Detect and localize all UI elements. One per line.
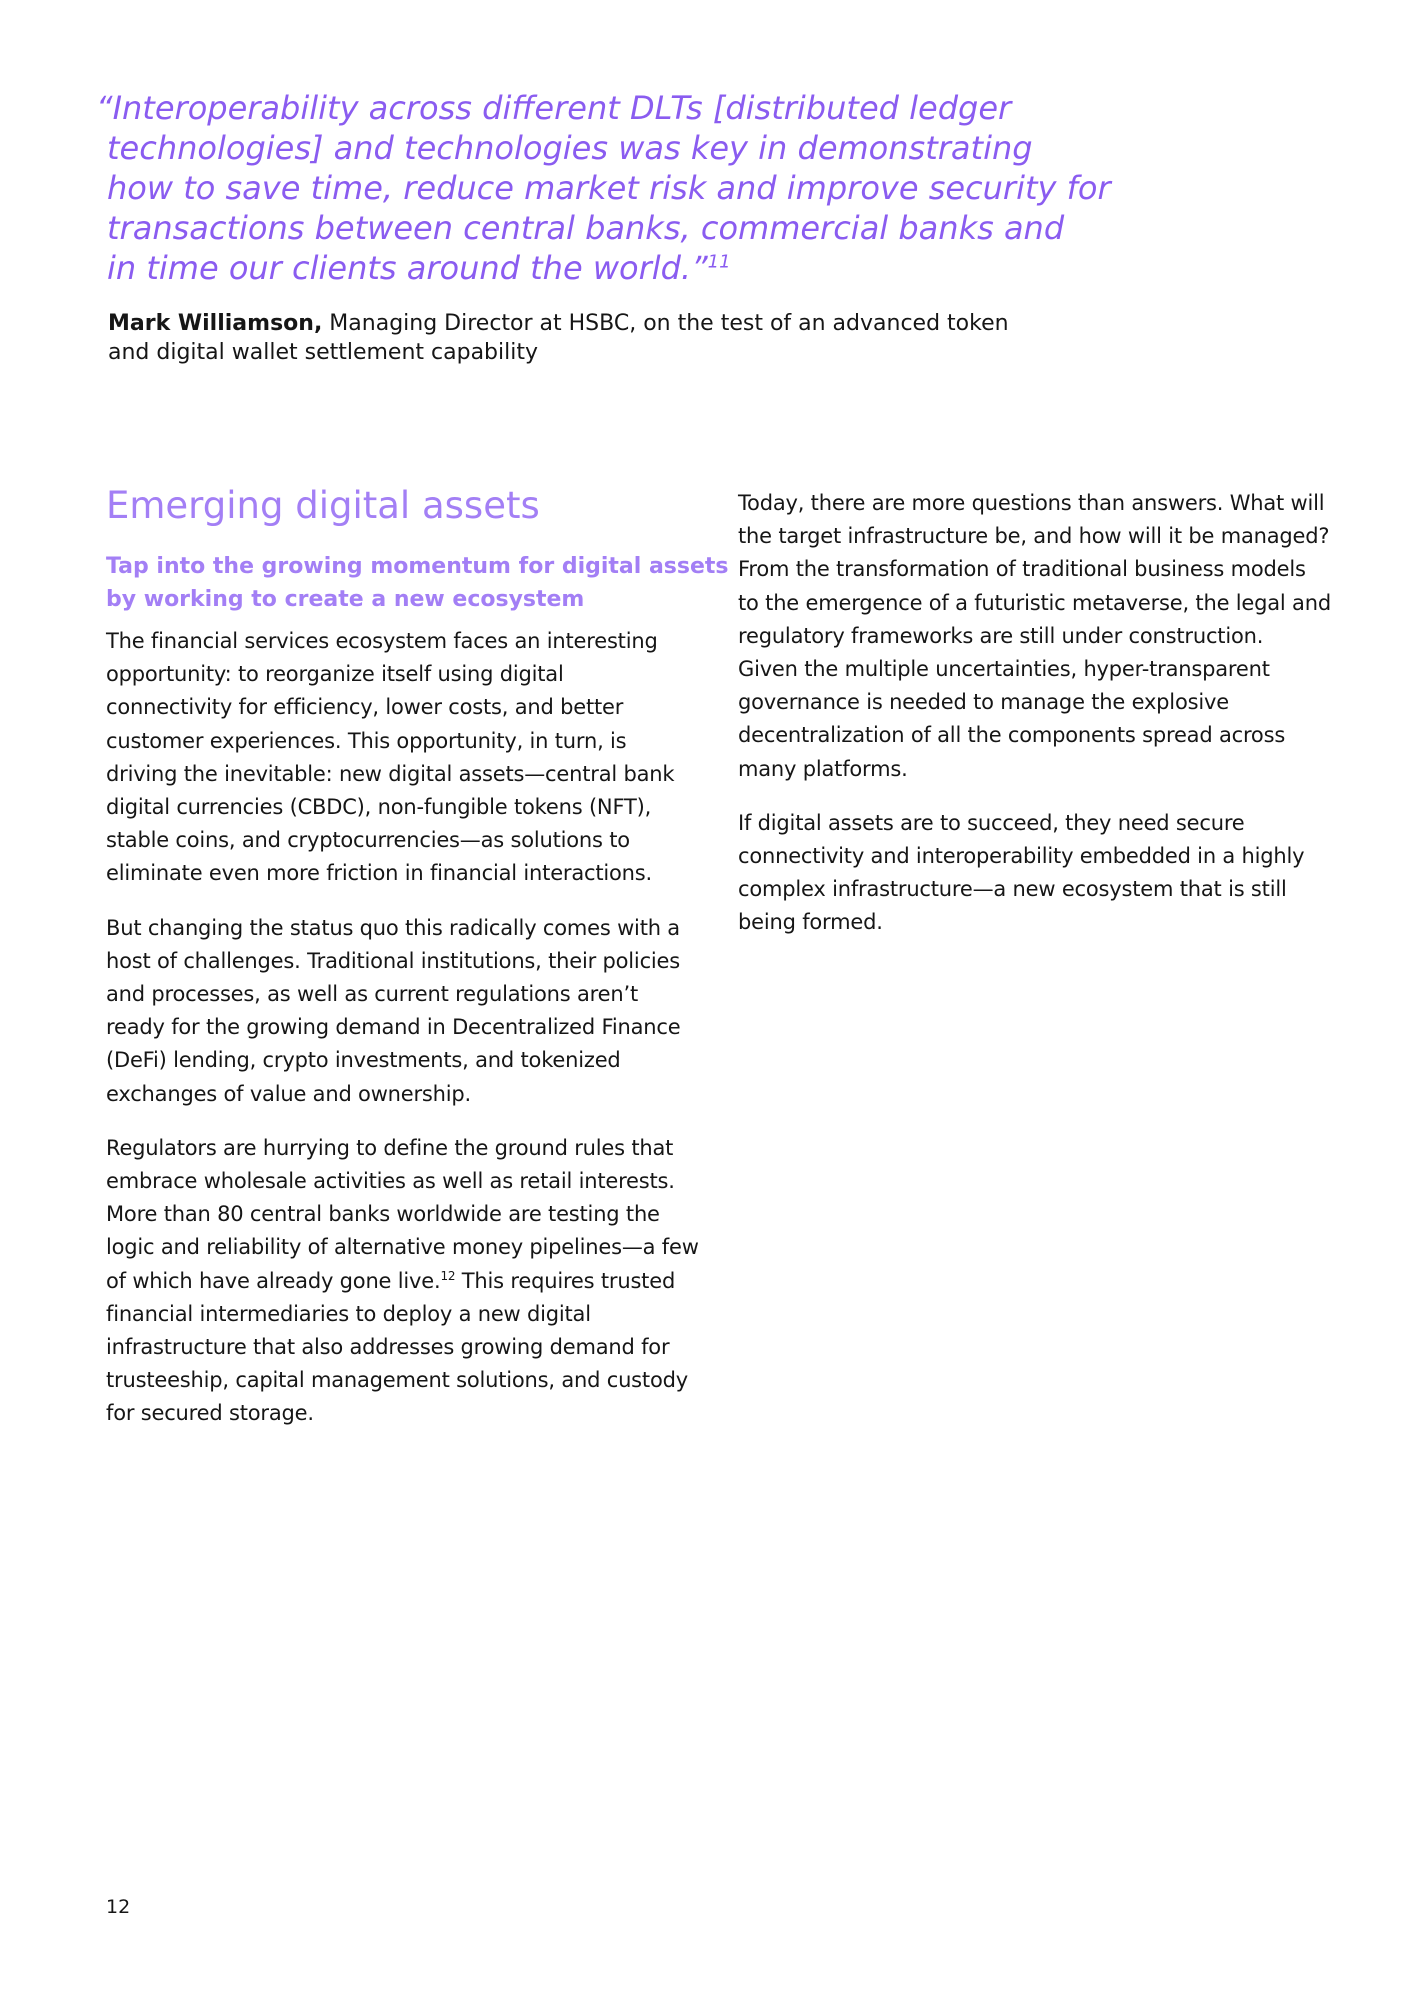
footnote-ref: 12 bbox=[440, 1268, 456, 1283]
body-paragraph-5 bbox=[738, 807, 1338, 940]
right-column bbox=[738, 487, 1338, 940]
paragraph-line: From the transformation of traditional business models bbox=[738, 557, 1306, 582]
body-paragraph-1 bbox=[106, 625, 706, 891]
quote-line: “Interoperability across different DLTs [distributed ledger bbox=[96, 89, 1012, 127]
paragraph-line: More than 80 central banks worldwide are testing the bbox=[106, 1202, 660, 1227]
section-title: Emerging digital assets bbox=[106, 484, 540, 527]
paragraph-line: many platforms. bbox=[738, 756, 908, 781]
paragraph-line: opportunity: to reorganize itself using digital bbox=[106, 662, 564, 687]
attribution-name: Mark Williamson, bbox=[108, 311, 323, 336]
paragraph-line: driving the inevitable: new digital assets—central bank bbox=[106, 761, 675, 786]
paragraph-line: for secured storage. bbox=[106, 1401, 314, 1426]
paragraph-line: the target infrastructure be, and how will it be managed? bbox=[738, 524, 1330, 549]
paragraph-line: ready for the growing demand in Decentralized Finance bbox=[106, 1015, 681, 1040]
quote-line-text: in time our clients around the world.” bbox=[107, 249, 708, 287]
quote-attribution bbox=[108, 309, 1008, 367]
page-number: 12 bbox=[106, 1896, 131, 1918]
paragraph-line: But changing the status quo this radically comes with a bbox=[106, 915, 680, 940]
paragraph-line: customer experiences. This opportunity, in turn, is bbox=[106, 728, 627, 753]
left-column bbox=[106, 480, 729, 1431]
quote-footnote-ref: 11 bbox=[707, 251, 731, 273]
paragraph-line: The financial services ecosystem faces an interesting bbox=[106, 629, 658, 653]
paragraph-line: financial intermediaries to deploy a new digital bbox=[106, 1301, 591, 1326]
paragraph-line: digital currencies (CBDC), non-fungible tokens (NFT), bbox=[106, 795, 652, 820]
section-subheading bbox=[106, 550, 729, 616]
paragraph-line: complex infrastructure—a new ecosystem that is still bbox=[738, 877, 1287, 902]
paragraph-line: host of challenges. Traditional institutions, their policies bbox=[106, 948, 681, 973]
attribution-line-1 bbox=[108, 309, 1008, 338]
paragraph-line: exchanges of value and ownership. bbox=[106, 1081, 472, 1106]
paragraph-line: stable coins, and cryptocurrencies—as solutions to bbox=[106, 828, 630, 853]
quote-line: transactions between central banks, commercial banks and bbox=[107, 209, 1065, 247]
quote-line: technologies] and technologies was key in demonstrating bbox=[107, 129, 1033, 167]
paragraph-line: being formed. bbox=[738, 910, 883, 935]
paragraph-line: trusteeship, capital management solutions, and custody bbox=[106, 1368, 688, 1393]
paragraph-line: connectivity and interoperability embedded in a highly bbox=[738, 844, 1305, 869]
body-paragraph-2 bbox=[106, 912, 706, 1111]
paragraph-line: logic and reliability of alternative money pipelines—a few bbox=[106, 1235, 699, 1260]
paragraph-line: decentralization of all the components spread across bbox=[738, 723, 1286, 748]
body-paragraph-4 bbox=[738, 487, 1338, 786]
paragraph-line: If digital assets are to succeed, they need secure bbox=[738, 810, 1245, 835]
paragraph-line: and processes, as well as current regulations aren’t bbox=[106, 982, 638, 1007]
attribution-role: Managing Director at HSBC, on the test of an advanced token bbox=[322, 311, 1009, 336]
pull-quote bbox=[96, 88, 1111, 288]
paragraph-line: infrastructure that also addresses growing demand for bbox=[106, 1335, 670, 1360]
paragraph-line: Given the multiple uncertainties, hyper-transparent bbox=[738, 657, 1270, 682]
paragraph-line: connectivity for efficiency, lower costs, and better bbox=[106, 695, 624, 720]
quote-line: how to save time, reduce market risk and improve security for bbox=[107, 169, 1111, 207]
paragraph-line: embrace wholesale activities as well as retail interests. bbox=[106, 1169, 675, 1194]
paragraph-line: regulatory frameworks are still under construction. bbox=[738, 623, 1264, 648]
paragraph-line-with-footnote bbox=[106, 1265, 706, 1298]
subheading-line: by working to create a new ecosystem bbox=[106, 587, 585, 612]
paragraph-line-text: of which have already gone live. bbox=[106, 1268, 441, 1293]
body-paragraph-3 bbox=[106, 1132, 706, 1431]
paragraph-line: Today, there are more questions than answers. What will bbox=[738, 491, 1325, 515]
paragraph-line: governance is needed to manage the explosive bbox=[738, 690, 1229, 715]
quote-line-last bbox=[96, 248, 1036, 288]
attribution-line-2: and digital wallet settlement capability bbox=[108, 340, 538, 365]
paragraph-line-text: This requires trusted bbox=[455, 1268, 676, 1293]
paragraph-line: to the emergence of a futuristic metaverse, the legal and bbox=[738, 590, 1331, 615]
paragraph-line: Regulators are hurrying to define the ground rules that bbox=[106, 1135, 674, 1160]
paragraph-line: (DeFi) lending, crypto investments, and tokenized bbox=[106, 1048, 621, 1073]
subheading-line: Tap into the growing momentum for digital assets bbox=[106, 554, 729, 579]
paragraph-line: eliminate even more friction in financial interactions. bbox=[106, 861, 653, 886]
